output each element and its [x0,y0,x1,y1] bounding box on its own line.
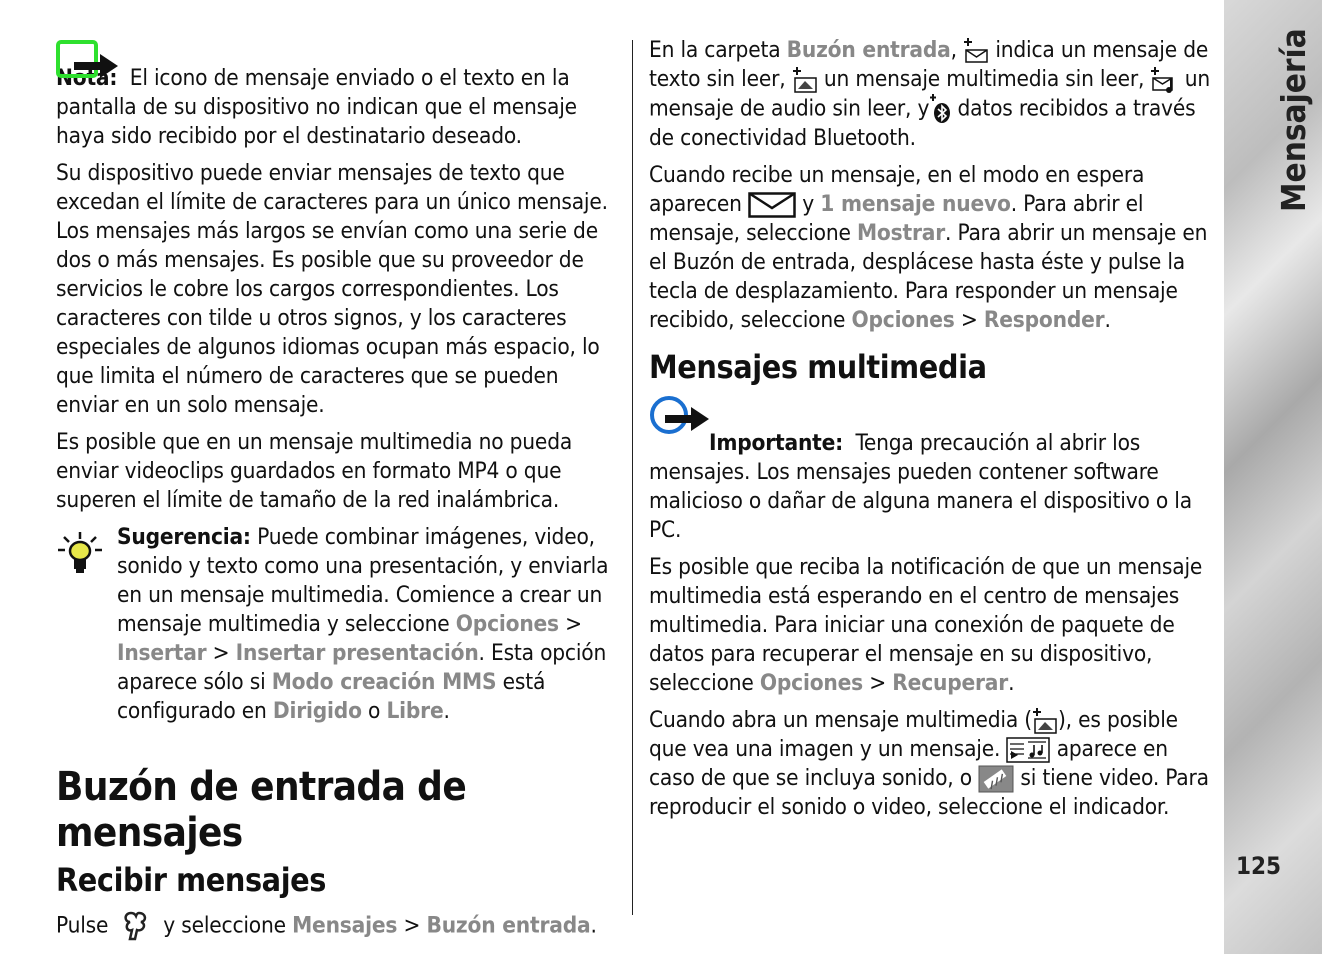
subsection-title: Recibir mensajes [56,861,327,899]
multimedia-message-icon [1032,708,1058,734]
body-text: En la carpeta [649,37,781,63]
important-label: Importante: [709,430,844,456]
right-column [649,36,1215,830]
body-text: Cuando abra un mensaje multimedia ( [649,707,1032,733]
body-text: Es posible que reciba la notificación de que un mensaje multimedia está esperando en el centro de mensajes multimedia. Para iniciar una conexión de paquete de datos para recuperar el mensaje en su dispositivo, seleccione [649,554,1203,696]
important-text: Tenga precaución al abrir los mensajes. Los mensajes pueden contener software malicioso o dañar de alguna manera el dispositivo o la PC. [649,430,1192,543]
menu-separator: > [403,912,421,939]
receive-text: Pulse [56,912,109,939]
menu-key-icon [121,910,151,942]
menu-buzon-entrada[interactable]: Buzón entrada [786,37,951,63]
envelope-icon [748,192,796,218]
unread-multimedia-message-icon [792,67,818,93]
softkey-mostrar[interactable]: Mostrar [856,220,946,246]
menu-separator: > [869,670,887,696]
video-indicator-icon [978,765,1014,793]
body-text: aparece en caso de que se incluya sonido, o [649,736,1168,791]
sound-indicator-icon [1006,737,1050,763]
menu-opciones[interactable]: Opciones [455,611,559,637]
paragraph-mp4: Es posible que en un mensaje multimedia no pueda enviar videoclips guardados en formato MP4 o que superen el límite de tamaño de la red inalámbrica. [56,429,573,513]
body-text: y [802,191,815,217]
note-label: Nota: [56,65,118,91]
tip-text: está configurado en [117,669,546,724]
menu-buzon-entrada[interactable]: Buzón entrada [426,912,591,939]
left-column [56,36,622,950]
body-text: ), es posible que vea una imagen y un mensaje. [649,707,1178,762]
body-text: . [1104,307,1111,333]
important-block [649,395,1215,545]
receive-instructions [56,910,622,942]
tip-text: . [443,698,450,724]
tip-block [56,523,622,726]
body-text: si tiene video. Para reproducir el sonido o video, seleccione el indicador. [649,765,1209,820]
page-number: 125 [1236,852,1282,880]
important-hand-icon [649,395,711,439]
menu-opciones[interactable]: Opciones [759,670,864,696]
bluetooth-data-icon [929,94,951,124]
body-text: . [1008,670,1015,696]
menu-recuperar[interactable]: Recuperar [892,670,1009,696]
menu-insertar-presentacion[interactable]: Insertar presentación [235,640,479,666]
paragraph-long-messages: Su dispositivo puede enviar mensajes de texto que excedan el límite de caracteres para un único mensaje. Los mensajes más largos se envían como una serie de dos o más mensajes. Es posible que su proveedor de servicios le cobre los cargos correspondientes. Los caracteres con tilde u otros signos, y los caracteres especiales de algunos idiomas ocupan más espacio, lo que limita el número de caracteres que se pueden enviar en un solo mensaje. [56,160,608,418]
menu-opciones[interactable]: Opciones [851,307,955,333]
receive-text: y seleccione [163,912,286,939]
menu-mensajes[interactable]: Mensajes [292,912,398,939]
setting-modo-creacion-mms[interactable]: Modo creación MMS [271,669,497,695]
note-text: El icono de mensaje enviado o el texto en la pantalla de su dispositivo no indican que el mensaje haya sido recibido por el destinatario deseado. [56,65,577,149]
menu-separator: > [212,640,230,666]
section-title: Buzón de entrada de mensajes [56,764,467,856]
mms-open-paragraph [649,706,1215,822]
unread-text-message-icon [963,38,989,64]
body-text: indica un mensaje de texto sin leer, [649,37,1209,92]
mms-retrieve-paragraph [649,553,1215,698]
inbox-icons-paragraph [649,36,1215,153]
column-divider [632,40,633,915]
new-message-paragraph [649,161,1215,335]
body-text: , [950,37,957,63]
lightbulb-icon [56,531,104,575]
menu-responder[interactable]: Responder [983,307,1105,333]
tip-label: Sugerencia: [117,524,251,550]
body-text: Cuando recibe un mensaje, en el modo en espera aparecen [649,162,1145,217]
body-text: datos recibidos a través de conectividad Bluetooth. [649,95,1196,151]
body-text: . Para abrir el mensaje, seleccione [649,191,1144,246]
tip-text: . Esta opción aparece sólo si [117,640,607,695]
tip-text: o [368,698,381,724]
unread-audio-message-icon [1150,67,1178,93]
receive-text: . [590,912,597,939]
option-libre[interactable]: Libre [386,698,444,724]
tip-text: Puede combinar imágenes, video, sonido y texto como una presentación, y enviarla en un mensaje multimedia. Comience a crear un mensaje multimedia y seleccione [117,524,609,637]
body-text: . Para abrir un mensaje en el Buzón de entrada, desplácese hasta éste y pulse la tecla de desplazamiento. Para responder un mensaje recibido, seleccione [649,220,1208,333]
body-text: un mensaje de audio sin leer, y [649,66,1210,122]
section-label: Mensajería [1274,28,1313,212]
subsection-title: Mensajes multimedia [649,348,987,386]
notification-1-mensaje-nuevo[interactable]: 1 mensaje nuevo [820,191,1011,217]
menu-insertar[interactable]: Insertar [117,640,207,666]
option-dirigido[interactable]: Dirigido [272,698,362,724]
body-text: un mensaje multimedia sin leer, [823,66,1145,92]
menu-separator: > [960,307,978,333]
section-label-vertical [1236,28,1313,220]
menu-separator: > [565,611,582,637]
note-hand-icon [56,40,120,84]
note-block [56,36,622,151]
